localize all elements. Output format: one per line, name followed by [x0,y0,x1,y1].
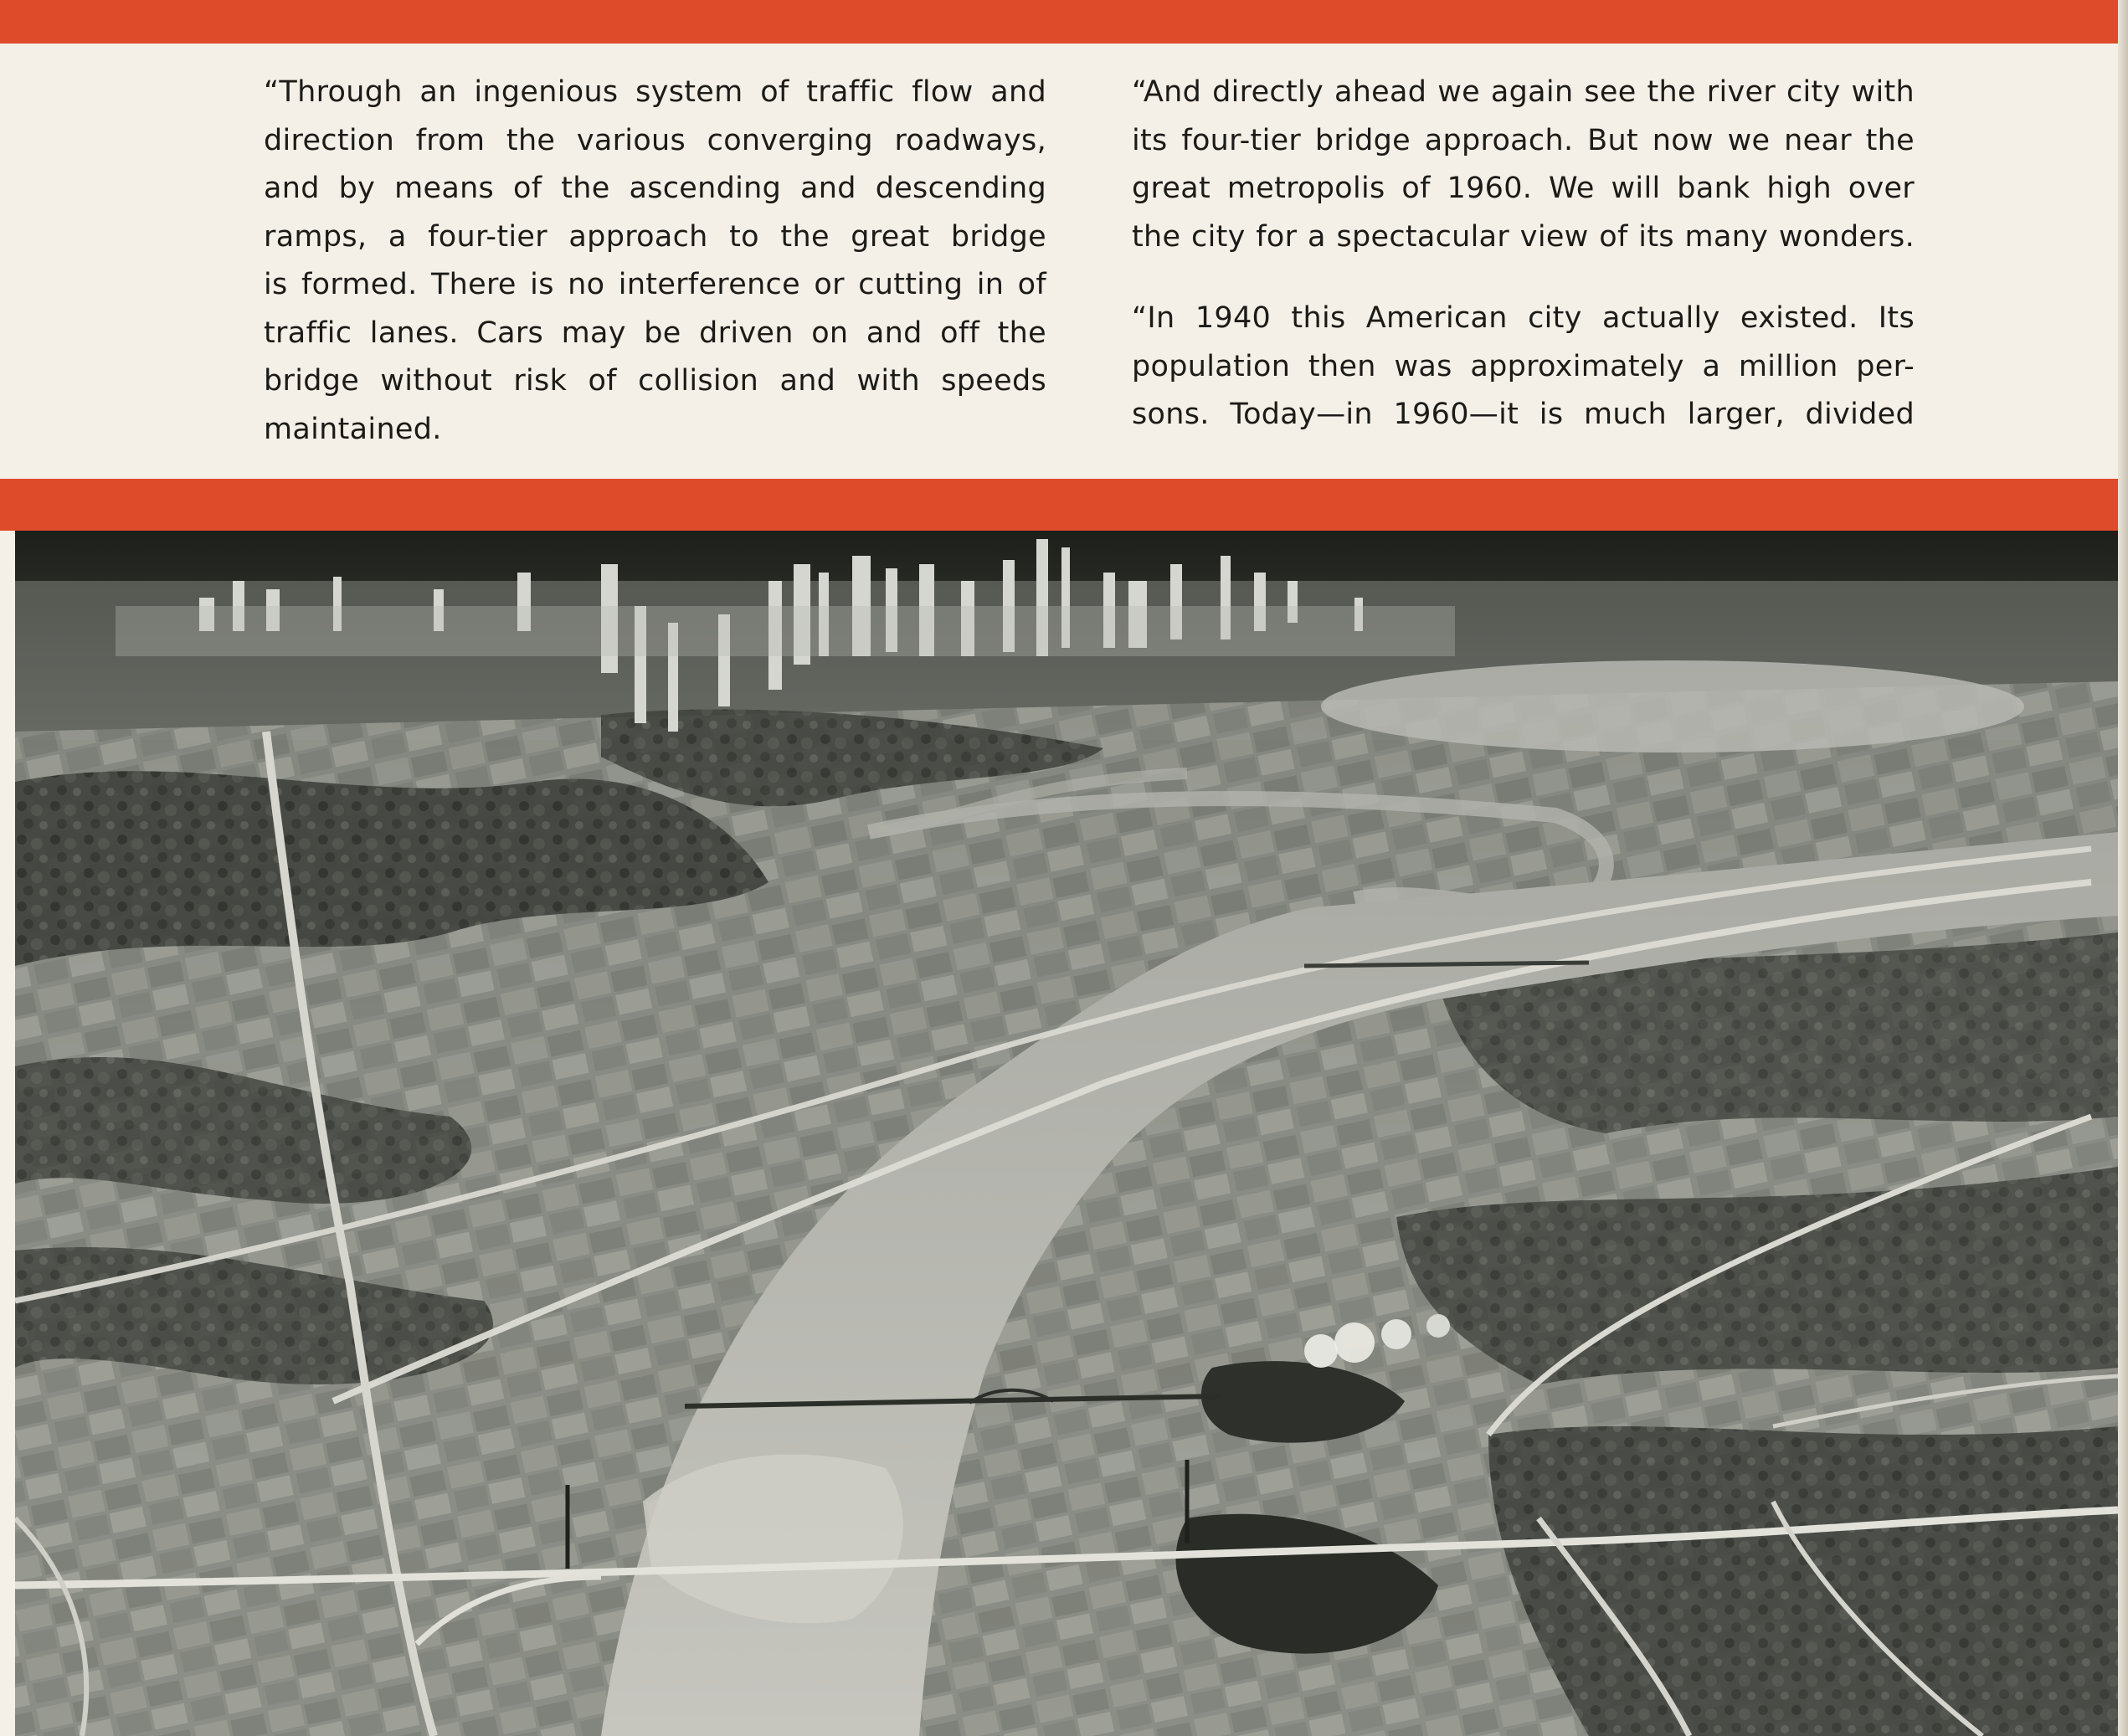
text-line: population then was approximately a million per- [1132,349,1915,383]
text-line: “In 1940 this American city actually existed. Its [1132,301,1915,335]
text-line: its four-tier bridge approach. But now we near the [1132,123,1915,157]
middle-red-band [0,479,2118,531]
aerial-photograph-futurama-model [15,531,2118,1736]
text-line: and by means of the ascending and descending [264,172,1046,205]
text-line: “And directly ahead we again see the river city with [1132,75,1915,109]
text-line: direction from the various converging roadways, [264,123,1046,157]
text-line: great metropolis of 1960. We will bank high over [1132,172,1915,205]
text-line: the city for a spectacular view of its many wonders. [1132,219,1915,254]
right-text-column [1132,69,1915,439]
text-line: traffic lanes. Cars may be driven on and off the [264,316,1046,350]
text-line: bridge without risk of collision and with speeds [264,364,1046,398]
text-line: ramps, a four-tier approach to the great bridge [264,219,1046,254]
paragraph-gap [1132,261,1915,295]
text-line: “Through an ingenious system of traffic flow and [264,75,1046,109]
text-line: maintained. [264,412,442,446]
text-line: sons. Today—in 1960—it is much larger, divided [1132,398,1915,431]
left-text-column [264,69,1046,454]
top-red-band [0,0,2118,44]
page-edge-shadow [2118,0,2128,1736]
text-line: is formed. There is no interference or cutting in of [264,268,1046,301]
